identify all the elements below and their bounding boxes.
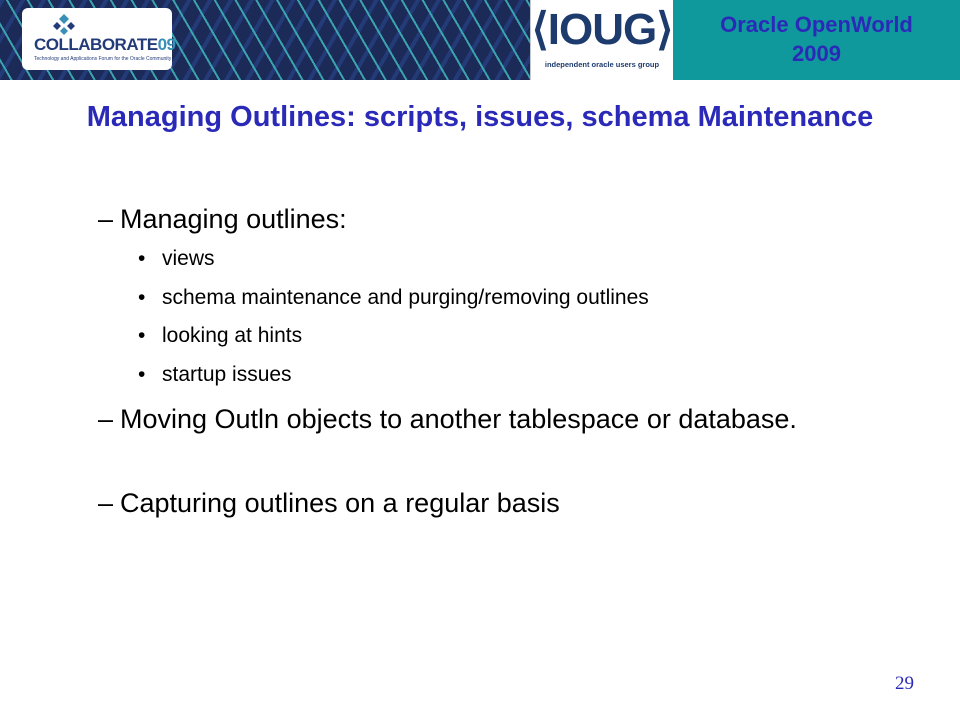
bullet-1-marker: – [98, 204, 114, 234]
bullet-3-text: Capturing outlines on a regular basis [120, 488, 560, 518]
sub-bullet-1-marker: • [138, 247, 146, 270]
bullet-2-marker: – [98, 404, 114, 434]
ioug-name-text: IOUG [547, 5, 657, 54]
sub-bullet-1-text: views [162, 247, 215, 270]
sub-bullet-4-text: startup issues [162, 363, 292, 386]
bullet-1 [98, 200, 820, 238]
sub-bullet-4-marker: • [138, 363, 146, 386]
sub-bullet-2-text: schema maintenance and purging/removing outlines [162, 286, 649, 309]
collaborate-name-text: COLLABORATE [34, 35, 158, 54]
ioug-name: ⟨IOUG⟩ [531, 5, 673, 54]
collaborate-year: 09 [157, 35, 176, 54]
bullet-2 [98, 400, 800, 438]
collaborate-tagline: Technology and Applications Forum for the Oracle Community [34, 56, 172, 62]
bullet-1-text: Managing outlines: [120, 204, 347, 234]
slide-title: Managing Outlines: scripts, issues, schema Maintenance [86, 101, 874, 133]
sub-bullet-2 [138, 285, 842, 311]
event-name: Oracle OpenWorld [720, 12, 913, 37]
sub-bullet-4 [138, 362, 842, 388]
page-number: 29 [895, 673, 914, 694]
ioug-subtitle: independent oracle users group [544, 60, 660, 69]
event-year: 2009 [792, 41, 841, 66]
sub-bullet-3 [138, 323, 842, 349]
bullet-2-text: Moving Outln objects to another tablespace or database. [120, 404, 797, 434]
sub-bullet-2-marker: • [138, 286, 146, 309]
sub-bullet-3-marker: • [138, 324, 146, 347]
sub-bullet-1 [138, 246, 842, 272]
bullet-3-marker: – [98, 488, 114, 518]
sub-bullet-3-text: looking at hints [162, 324, 303, 347]
bullet-3 [98, 484, 820, 522]
